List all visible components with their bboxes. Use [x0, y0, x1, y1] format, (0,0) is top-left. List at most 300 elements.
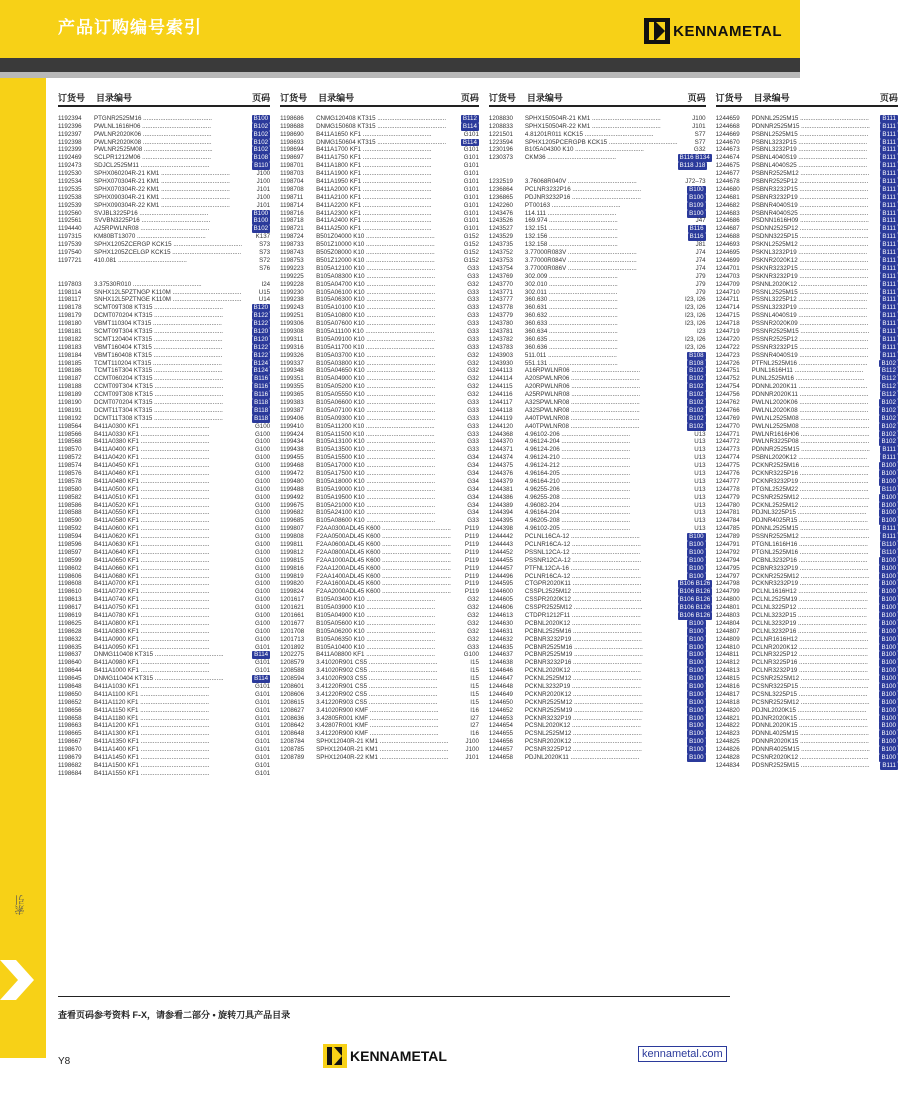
page-reference[interactable]: J79: [695, 280, 706, 288]
page-reference[interactable]: [870, 438, 898, 446]
page-reference[interactable]: G33: [467, 335, 479, 343]
page-reference[interactable]: G152: [463, 249, 479, 257]
page-reference[interactable]: G34: [467, 501, 479, 509]
page-badge[interactable]: B122: [253, 320, 269, 328]
page-reference[interactable]: J81: [695, 241, 706, 249]
page-badge[interactable]: B100: [689, 706, 704, 714]
page-badge[interactable]: B111: [882, 454, 896, 462]
page-reference[interactable]: J79: [695, 272, 706, 280]
page-reference[interactable]: [678, 541, 706, 549]
page-reference[interactable]: P119: [464, 564, 479, 572]
page-reference[interactable]: I23, I26: [684, 335, 706, 343]
page-badge[interactable]: B100: [881, 477, 896, 485]
page-reference[interactable]: I27: [470, 722, 479, 730]
page-reference[interactable]: [242, 123, 270, 131]
page-reference[interactable]: [678, 636, 706, 644]
page-reference[interactable]: [678, 360, 706, 368]
page-reference[interactable]: [678, 620, 706, 628]
page-badge[interactable]: B100: [881, 659, 896, 667]
page-reference[interactable]: G100: [254, 438, 271, 446]
page-reference[interactable]: S73: [259, 241, 271, 249]
page-reference[interactable]: G33: [467, 264, 479, 272]
page-reference[interactable]: G100: [254, 588, 271, 596]
page-reference[interactable]: [870, 612, 898, 620]
page-reference[interactable]: G101: [463, 217, 479, 225]
page-reference[interactable]: [870, 241, 898, 249]
page-reference[interactable]: [678, 596, 711, 604]
page-reference[interactable]: [678, 399, 706, 407]
page-badge[interactable]: B111: [882, 249, 896, 257]
page-badge[interactable]: B114: [254, 651, 269, 659]
page-badge[interactable]: B102: [881, 359, 896, 367]
page-badge[interactable]: B111: [882, 209, 896, 217]
page-reference[interactable]: [678, 754, 706, 762]
page-badge[interactable]: B122: [253, 343, 269, 351]
page-reference[interactable]: G34: [467, 509, 479, 517]
page-reference[interactable]: I23, I26: [684, 304, 706, 312]
page-reference[interactable]: [242, 328, 270, 336]
page-reference[interactable]: [870, 344, 898, 352]
page-badge[interactable]: B102: [253, 122, 269, 130]
page-reference[interactable]: [242, 383, 270, 391]
page-badge[interactable]: B100: [881, 501, 896, 509]
page-reference[interactable]: G100: [254, 525, 271, 533]
page-reference[interactable]: G32: [467, 635, 479, 643]
page-badge[interactable]: B111: [882, 335, 896, 343]
page-badge[interactable]: B111: [882, 304, 896, 312]
page-badge[interactable]: B118 J18: [679, 162, 706, 170]
page-reference[interactable]: I23, I26: [684, 296, 706, 304]
page-reference[interactable]: [870, 494, 898, 502]
website-link[interactable]: kennametal.com: [638, 1046, 727, 1062]
page-reference[interactable]: G101: [463, 185, 479, 193]
page-reference[interactable]: I23: [696, 327, 706, 335]
page-reference[interactable]: G101: [254, 667, 271, 675]
page-badge[interactable]: B124: [253, 367, 269, 375]
page-reference[interactable]: [870, 360, 898, 368]
page-reference[interactable]: U13: [694, 493, 706, 501]
page-reference[interactable]: [678, 565, 706, 573]
page-badge[interactable]: B111: [882, 162, 896, 170]
page-reference[interactable]: G33: [467, 312, 479, 320]
page-badge[interactable]: B102: [881, 414, 896, 422]
page-reference[interactable]: [870, 178, 898, 186]
page-reference[interactable]: [678, 202, 706, 210]
page-badge[interactable]: B100: [881, 706, 896, 714]
page-reference[interactable]: I23, I26: [684, 312, 706, 320]
page-reference[interactable]: [678, 233, 706, 241]
page-reference[interactable]: [870, 580, 898, 588]
page-reference[interactable]: [678, 683, 706, 691]
page-reference[interactable]: [870, 486, 898, 494]
page-reference[interactable]: J101: [256, 185, 271, 193]
page-reference[interactable]: [242, 320, 270, 328]
page-reference[interactable]: G33: [467, 288, 479, 296]
page-reference[interactable]: I15: [470, 698, 479, 706]
page-reference[interactable]: [678, 186, 706, 194]
page-reference[interactable]: [870, 691, 898, 699]
page-reference[interactable]: [678, 170, 706, 178]
page-badge[interactable]: B100: [881, 580, 896, 588]
page-reference[interactable]: [678, 533, 706, 541]
page-reference[interactable]: G101: [254, 761, 271, 769]
page-reference[interactable]: [242, 162, 270, 170]
page-badge[interactable]: B100: [689, 683, 704, 691]
page-reference[interactable]: [870, 423, 898, 431]
page-badge[interactable]: B111: [882, 193, 896, 201]
page-badge[interactable]: B100: [881, 667, 896, 675]
page-reference[interactable]: G34: [467, 462, 479, 470]
page-reference[interactable]: G33: [467, 343, 479, 351]
page-badge[interactable]: B111: [882, 233, 896, 241]
page-badge[interactable]: B100: [689, 667, 704, 675]
page-reference[interactable]: G101: [254, 746, 271, 754]
page-reference[interactable]: [870, 644, 898, 652]
page-badge[interactable]: B111: [882, 185, 896, 193]
page-badge[interactable]: B108: [689, 351, 704, 359]
page-badge[interactable]: B100: [881, 643, 896, 651]
page-reference[interactable]: G33: [467, 272, 479, 280]
page-reference[interactable]: G33: [467, 327, 479, 335]
page-badge[interactable]: B106 B126: [679, 580, 711, 588]
page-reference[interactable]: P119: [464, 588, 479, 596]
page-badge[interactable]: B100: [689, 533, 704, 541]
page-badge[interactable]: B111: [882, 114, 896, 122]
page-badge[interactable]: B100: [881, 572, 896, 580]
page-reference[interactable]: G101: [254, 769, 271, 777]
page-badge[interactable]: B111: [882, 351, 896, 359]
page-badge[interactable]: B100: [881, 714, 896, 722]
page-reference[interactable]: [242, 367, 270, 375]
page-reference[interactable]: [870, 336, 898, 344]
page-reference[interactable]: [870, 446, 898, 454]
page-reference[interactable]: [678, 154, 710, 162]
page-badge[interactable]: B100: [689, 193, 704, 201]
page-reference[interactable]: [870, 470, 898, 478]
page-badge[interactable]: B100: [689, 754, 704, 762]
page-reference[interactable]: [678, 588, 711, 596]
page-badge[interactable]: B100: [881, 564, 896, 572]
page-reference[interactable]: J47: [695, 217, 706, 225]
page-reference[interactable]: [242, 336, 270, 344]
page-reference[interactable]: J100: [256, 193, 271, 201]
page-badge[interactable]: B106 B126: [679, 588, 711, 596]
page-reference[interactable]: [870, 683, 898, 691]
page-badge[interactable]: B100: [881, 635, 896, 643]
page-reference[interactable]: [870, 675, 898, 683]
page-reference[interactable]: G33: [467, 406, 479, 414]
page-reference[interactable]: [242, 131, 270, 139]
page-reference[interactable]: [678, 383, 706, 391]
page-badge[interactable]: B100: [881, 683, 896, 691]
page-badge[interactable]: B111: [882, 327, 896, 335]
page-reference[interactable]: P119: [464, 580, 479, 588]
page-reference[interactable]: [870, 352, 898, 360]
page-reference[interactable]: J74: [695, 264, 706, 272]
page-reference[interactable]: [870, 699, 898, 707]
page-badge[interactable]: B100: [881, 627, 896, 635]
page-badge[interactable]: B122: [253, 312, 269, 320]
page-reference[interactable]: [242, 273, 270, 281]
page-reference[interactable]: G32: [467, 619, 479, 627]
page-badge[interactable]: B116: [689, 233, 704, 241]
page-reference[interactable]: I23, I26: [684, 343, 706, 351]
page-badge[interactable]: B118: [254, 406, 269, 414]
page-reference[interactable]: [870, 415, 898, 423]
page-reference[interactable]: [678, 375, 706, 383]
page-reference[interactable]: G101: [254, 690, 271, 698]
page-reference[interactable]: I15: [470, 675, 479, 683]
page-reference[interactable]: G33: [467, 643, 479, 651]
page-reference[interactable]: U13: [694, 469, 706, 477]
page-reference[interactable]: J100: [692, 114, 706, 122]
page-badge[interactable]: B111: [882, 122, 896, 130]
page-reference[interactable]: [870, 746, 898, 754]
page-badge[interactable]: B108: [253, 154, 269, 162]
page-badge[interactable]: B102: [881, 406, 896, 414]
page-badge[interactable]: B102: [881, 430, 896, 438]
page-badge[interactable]: B116: [254, 383, 269, 391]
page-badge[interactable]: B111: [882, 525, 896, 533]
page-reference[interactable]: I23, I26: [684, 320, 706, 328]
page-badge[interactable]: B100: [881, 619, 896, 627]
page-reference[interactable]: I27: [470, 714, 479, 722]
page-reference[interactable]: G152: [463, 233, 479, 241]
page-badge[interactable]: B114: [254, 675, 269, 683]
page-reference[interactable]: [678, 557, 706, 565]
page-badge[interactable]: B100: [689, 714, 704, 722]
page-reference[interactable]: G32: [693, 146, 706, 154]
page-badge[interactable]: B111: [882, 296, 896, 304]
page-reference[interactable]: [242, 304, 270, 312]
page-badge[interactable]: B114: [462, 138, 477, 146]
page-badge[interactable]: B118: [254, 398, 269, 406]
page-reference[interactable]: [870, 754, 898, 762]
page-badge[interactable]: B106 B126: [679, 612, 711, 620]
page-reference[interactable]: [242, 391, 270, 399]
page-reference[interactable]: G34: [467, 469, 479, 477]
page-badge[interactable]: B100: [881, 588, 896, 596]
page-reference[interactable]: U15: [258, 288, 271, 296]
page-reference[interactable]: [870, 549, 898, 557]
page-badge[interactable]: B102: [253, 138, 269, 146]
page-reference[interactable]: [242, 360, 270, 368]
page-reference[interactable]: G152: [463, 241, 479, 249]
page-reference[interactable]: [678, 738, 706, 746]
page-badge[interactable]: B100: [881, 738, 896, 746]
page-reference[interactable]: P119: [464, 541, 479, 548]
page-reference[interactable]: G33: [467, 517, 479, 525]
page-reference[interactable]: [870, 162, 898, 170]
page-reference[interactable]: [870, 707, 898, 715]
page-badge[interactable]: B102: [689, 375, 704, 383]
page-badge[interactable]: B120: [253, 335, 269, 343]
page-reference[interactable]: [678, 667, 706, 675]
page-reference[interactable]: J72–73: [685, 178, 706, 186]
page-reference[interactable]: J100: [465, 738, 479, 746]
page-reference[interactable]: P119: [464, 533, 479, 541]
page-badge[interactable]: B114: [462, 122, 477, 130]
page-reference[interactable]: G32: [467, 280, 479, 288]
page-reference[interactable]: [451, 139, 479, 147]
page-badge[interactable]: B102: [253, 146, 269, 154]
page-reference[interactable]: G101: [254, 706, 271, 714]
page-reference[interactable]: G32: [467, 359, 479, 367]
page-reference[interactable]: S77: [694, 138, 706, 146]
page-reference[interactable]: [870, 620, 898, 628]
page-badge[interactable]: B111: [882, 446, 896, 454]
page-reference[interactable]: G33: [467, 438, 479, 446]
page-reference[interactable]: G34: [467, 477, 479, 485]
page-badge[interactable]: B111: [882, 201, 896, 209]
page-reference[interactable]: [870, 320, 898, 328]
page-reference[interactable]: [242, 225, 270, 233]
page-reference[interactable]: S77: [694, 130, 706, 138]
page-reference[interactable]: U13: [694, 462, 706, 470]
page-badge[interactable]: B100: [689, 572, 704, 580]
page-badge[interactable]: B116: [689, 225, 704, 233]
page-badge[interactable]: B111: [882, 225, 896, 233]
page-reference[interactable]: [870, 517, 898, 525]
page-badge[interactable]: B100: [881, 509, 896, 517]
page-badge[interactable]: B111: [882, 264, 896, 272]
page-badge[interactable]: B100: [881, 754, 896, 762]
page-reference[interactable]: [870, 217, 898, 225]
page-badge[interactable]: B100: [689, 746, 704, 754]
page-reference[interactable]: G101: [254, 754, 271, 762]
page-reference[interactable]: [242, 154, 270, 162]
page-reference[interactable]: I16: [470, 706, 479, 714]
page-reference[interactable]: U13: [694, 501, 706, 509]
page-reference[interactable]: G101: [254, 730, 271, 738]
page-reference[interactable]: U13: [694, 517, 706, 525]
page-reference[interactable]: [870, 509, 898, 517]
page-badge[interactable]: B100: [689, 635, 704, 643]
page-reference[interactable]: J74: [695, 249, 706, 257]
page-reference[interactable]: [678, 691, 706, 699]
page-reference[interactable]: [678, 715, 706, 723]
page-badge[interactable]: B100: [689, 659, 704, 667]
page-reference[interactable]: [678, 675, 706, 683]
page-reference[interactable]: [678, 573, 706, 581]
page-reference[interactable]: G100: [254, 422, 271, 430]
page-reference[interactable]: [870, 154, 898, 162]
page-reference[interactable]: [678, 549, 706, 557]
page-reference[interactable]: G100: [463, 651, 479, 659]
page-reference[interactable]: [870, 194, 898, 202]
page-reference[interactable]: [870, 557, 898, 565]
page-reference[interactable]: G32: [467, 351, 479, 359]
page-reference[interactable]: [870, 273, 898, 281]
page-badge[interactable]: B111: [882, 288, 896, 296]
page-reference[interactable]: [870, 533, 898, 541]
page-badge[interactable]: B100: [689, 564, 704, 572]
page-reference[interactable]: [870, 667, 898, 675]
page-reference[interactable]: [678, 580, 711, 588]
page-reference[interactable]: [870, 407, 898, 415]
page-badge[interactable]: B116 B134: [679, 154, 710, 162]
page-reference[interactable]: [870, 139, 898, 147]
page-badge[interactable]: B100: [689, 619, 704, 627]
page-reference[interactable]: J101: [256, 201, 271, 209]
page-badge[interactable]: B100: [881, 612, 896, 620]
page-reference[interactable]: [870, 604, 898, 612]
page-badge[interactable]: B112: [881, 375, 896, 383]
page-reference[interactable]: J74: [695, 256, 706, 264]
page-badge[interactable]: B106 B126: [679, 596, 711, 604]
page-reference[interactable]: I15: [470, 667, 479, 675]
page-reference[interactable]: G100: [254, 509, 271, 517]
page-badge[interactable]: B100: [253, 217, 269, 225]
page-reference[interactable]: G100: [254, 635, 271, 643]
page-badge[interactable]: B100: [689, 209, 704, 217]
page-reference[interactable]: [242, 651, 270, 659]
page-badge[interactable]: B102: [881, 422, 896, 430]
page-reference[interactable]: G101: [463, 130, 479, 138]
page-reference[interactable]: [870, 454, 898, 462]
page-reference[interactable]: G100: [254, 485, 271, 493]
page-reference[interactable]: [870, 573, 898, 581]
page-reference[interactable]: G34: [467, 485, 479, 493]
page-reference[interactable]: [242, 399, 270, 407]
page-badge[interactable]: B102: [689, 367, 704, 375]
page-reference[interactable]: G100: [254, 533, 271, 541]
page-reference[interactable]: G100: [254, 469, 271, 477]
page-reference[interactable]: G101: [463, 193, 479, 201]
page-reference[interactable]: U13: [694, 430, 706, 438]
page-reference[interactable]: [870, 312, 898, 320]
page-reference[interactable]: [242, 375, 270, 383]
page-reference[interactable]: G33: [467, 446, 479, 454]
page-badge[interactable]: B100: [689, 556, 704, 564]
page-reference[interactable]: [242, 115, 270, 123]
page-reference[interactable]: [451, 115, 479, 123]
page-reference[interactable]: [242, 344, 270, 352]
page-badge[interactable]: B112: [881, 391, 896, 399]
page-reference[interactable]: [678, 707, 706, 715]
page-badge[interactable]: B102: [253, 225, 269, 233]
page-reference[interactable]: G101: [463, 178, 479, 186]
page-reference[interactable]: [870, 304, 898, 312]
page-reference[interactable]: U13: [694, 477, 706, 485]
page-reference[interactable]: I15: [470, 659, 479, 667]
page-reference[interactable]: G100: [254, 493, 271, 501]
page-reference[interactable]: G32: [467, 383, 479, 391]
page-badge[interactable]: B102: [689, 414, 704, 422]
page-badge[interactable]: B100: [689, 730, 704, 738]
page-badge[interactable]: B100: [881, 556, 896, 564]
page-reference[interactable]: G100: [254, 604, 271, 612]
page-reference[interactable]: [242, 312, 270, 320]
page-reference[interactable]: I15: [470, 683, 479, 691]
page-reference[interactable]: P119: [464, 572, 479, 580]
page-reference[interactable]: G100: [254, 541, 271, 548]
page-reference[interactable]: G100: [254, 462, 271, 470]
page-reference[interactable]: P119: [464, 556, 479, 564]
page-reference[interactable]: [678, 604, 711, 612]
page-reference[interactable]: [870, 383, 898, 391]
page-reference[interactable]: [678, 415, 706, 423]
page-reference[interactable]: G33: [467, 320, 479, 328]
page-reference[interactable]: G33: [467, 422, 479, 430]
page-reference[interactable]: [678, 162, 706, 170]
page-reference[interactable]: [870, 431, 898, 439]
page-reference[interactable]: [870, 659, 898, 667]
page-reference[interactable]: U13: [694, 438, 706, 446]
page-reference[interactable]: G34: [467, 493, 479, 501]
page-badge[interactable]: B100: [689, 690, 704, 698]
page-badge[interactable]: B111: [882, 241, 896, 249]
